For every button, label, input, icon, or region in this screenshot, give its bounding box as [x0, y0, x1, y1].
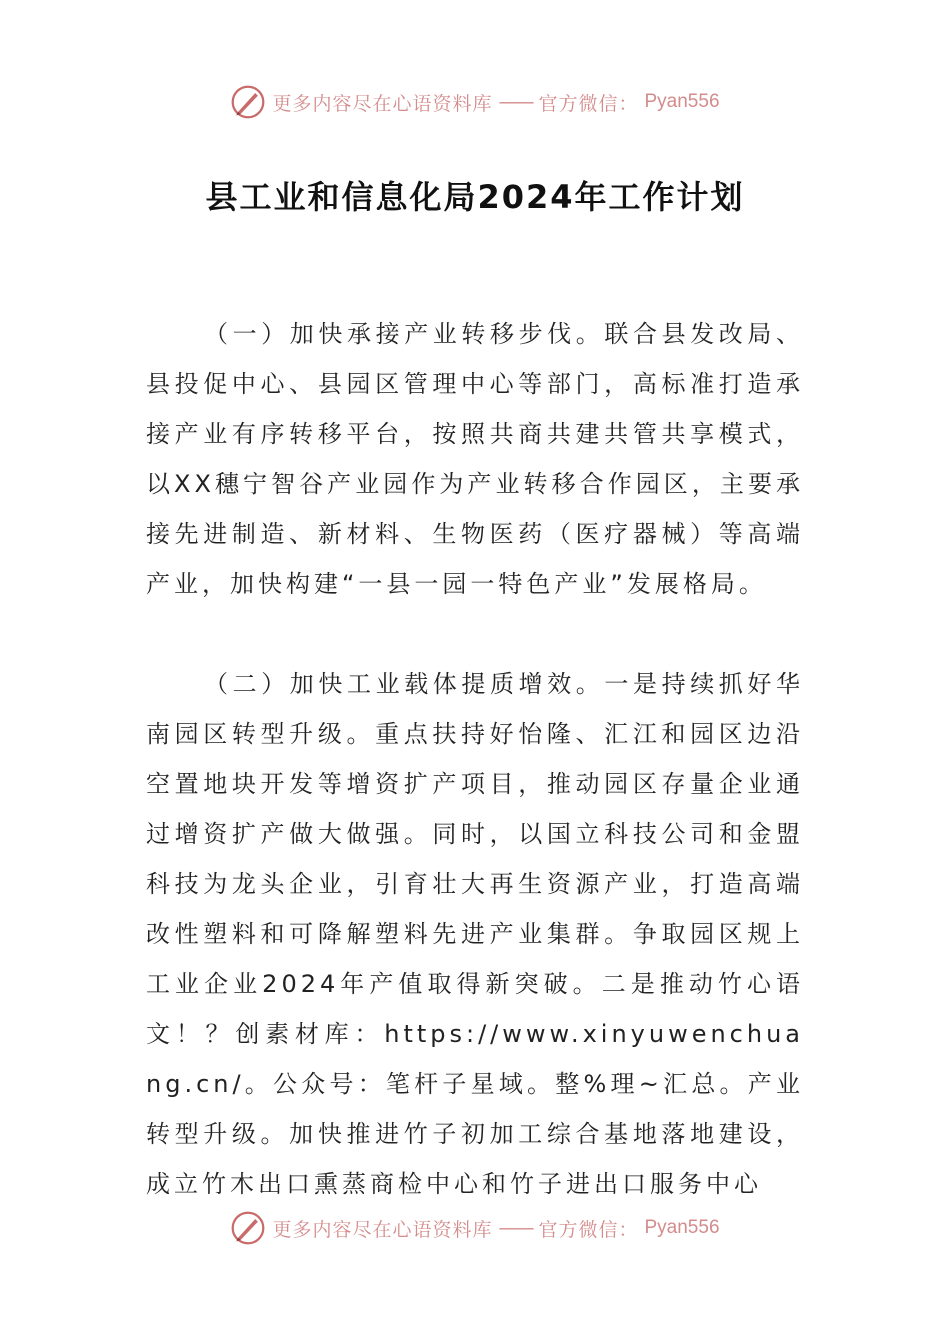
watermark-separator: —— — [498, 91, 533, 113]
watermark-suffix: 官方微信： — [538, 1218, 639, 1241]
paragraph-1: （一）加快承接产业转移步伐。联合县发改局、县投促中心、县园区管理中心等部门，高标准打造承接产业有序转移平台，按照共商共建共管共享模式，以XX穗宁智谷产业园作为产业转移合作园区，主要承接先进制造、新材料、生物医药（医疗器械）等高端产业，加快构建“一县一园一特色产业”发展格局。 — [146, 320, 804, 598]
watermark-wechat-id: Pyan556 — [644, 91, 720, 112]
document-title: 县工业和信息化局2024年工作计划 — [205, 178, 745, 216]
paragraph-2: （二）加快工业载体提质增效。一是持续抓好华南园区转型升级。重点扶持好怡隆、汇江和园区边沿空置地块开发等增资扩产项目，推动园区存量企业通过增资扩产做大做强。同时，以国立科技公司和金盟科技为龙头企业，引育壮大再生资源产业，打造高端改性塑料和可降解塑料先进产业集群。争取园区规上工业企业2024年产值取得新突破。二是推动竹心语文！？创素材库：https://www.xinyuwenchuang.cn/。公众号：笔杆子星域。整%理~汇总。产业转型升级。加快推进竹子初加工综合基地落地建设，成立竹木出口熏蒸商检中心和竹子进出口服务中心 — [146, 670, 804, 1198]
watermark-wechat-id: Pyan556 — [644, 1217, 720, 1238]
watermark-header — [0, 84, 950, 120]
watermark-text: 更多内容尽在心语资料库 — [272, 1218, 493, 1241]
watermark-text: 更多内容尽在心语资料库 — [272, 92, 493, 115]
pen-logo-icon — [230, 84, 266, 120]
watermark-separator: —— — [498, 1217, 533, 1239]
watermark-footer — [0, 1210, 950, 1246]
watermark-suffix: 官方微信： — [538, 92, 639, 115]
pen-logo-icon — [230, 1210, 266, 1246]
